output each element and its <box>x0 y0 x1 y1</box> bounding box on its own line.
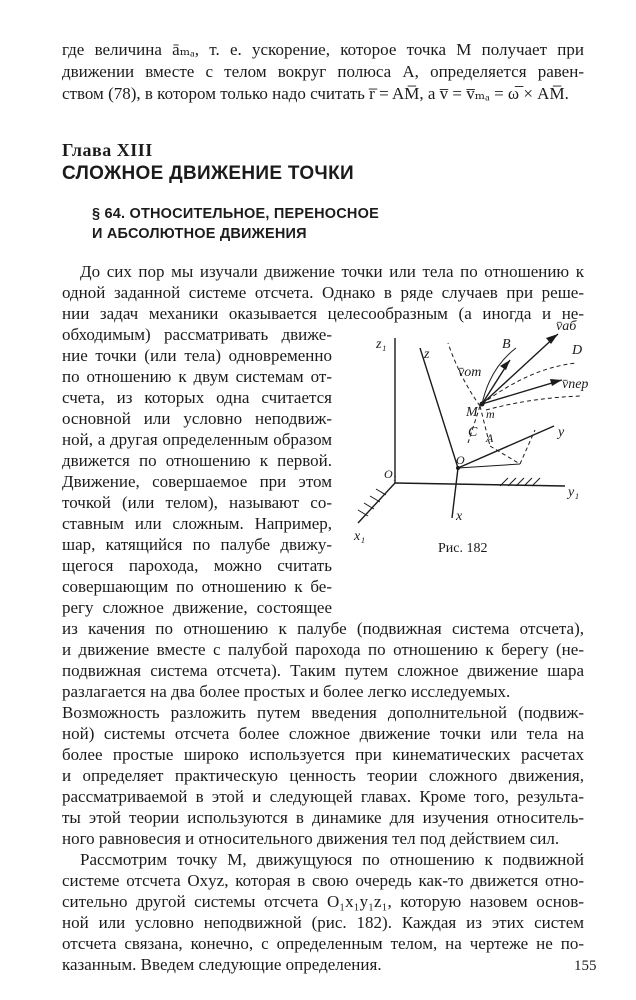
chapter-label: Глава XIII <box>62 140 153 160</box>
text-line: и определяет практическую ценность теории сложного движения, <box>62 766 584 785</box>
label-z1: z₁ <box>376 337 387 352</box>
text-line: Движение, совершаемое при этом <box>62 472 332 491</box>
text-line: Рассмотрим точку M, движущуюся по отношению к подвижной <box>80 850 584 869</box>
label-m-small: m <box>486 407 495 421</box>
text-line: и движение вместе с палубой парохода по отношению к берегу (не- <box>62 640 584 659</box>
label-d: D <box>572 343 583 358</box>
text-line: ством (78), в котором только надо считать r̅ = AM̅, а v̅ = v̅ₘₐ = ω̅ × AM̅. <box>62 84 569 103</box>
label-m-point: M <box>466 405 478 420</box>
label-y: y <box>558 425 565 440</box>
chapter-title: СЛОЖНОЕ ДВИЖЕНИЕ ТОЧКИ <box>62 163 354 184</box>
axis-z <box>420 348 458 468</box>
text-line: щегося парохода, можно считать <box>62 556 332 575</box>
text-line: счета, из которых одна считается <box>62 388 332 407</box>
text-line: отсчета связана, конечно, с определенным телом, на чертеже не по- <box>62 934 584 953</box>
text-line: рассматриваемой в этой и следующей главах. Кроме того, результа- <box>62 787 584 806</box>
text-line: одной заданной системе отсчета. Однако в ряде случаев при реше- <box>62 283 584 302</box>
text-line: ставным или сложным. Например, <box>62 514 332 533</box>
text-line: движется по отношению к первой. <box>62 451 332 470</box>
label-vot: v̄от <box>458 365 482 380</box>
text-line: ты этой теории используются в динамике для изучения относитель- <box>62 808 584 827</box>
figure-182 <box>340 318 602 568</box>
text-line: более простые широко используется при кинематических расчетах <box>62 745 584 764</box>
text-line: обходимым) рассматривать движе- <box>62 325 332 344</box>
label-vab: v̄аб <box>556 319 577 334</box>
label-x: x <box>456 509 463 524</box>
label-b: B <box>502 337 511 352</box>
text-line: ной) системы отсчета более сложное движение точки или тела на <box>62 724 584 743</box>
text-line: ние точки (или тела) одновременно <box>62 346 332 365</box>
text-line: подвижная система отсчета). Таким путем сложное движение шара <box>62 661 584 680</box>
text-line: движении вместе с телом вокруг полюса A, определяется равен- <box>62 62 584 81</box>
label-y1: y₁ <box>568 485 580 500</box>
section-title: § 64. ОТНОСИТЕЛЬНОЕ, ПЕРЕНОСНОЕ <box>92 206 379 222</box>
text-line: ной, а другая определенным образом <box>62 430 332 449</box>
axis-y1 <box>395 483 565 486</box>
label-o1: O₁ <box>384 467 397 481</box>
text-line: Возможность разложить путем введения дополнительной (подвиж- <box>62 703 584 722</box>
text-line: ной или условно неподвижной (рис. 182). Каждая из этих систем <box>62 913 584 932</box>
text-line: точкой (или телом), называют со- <box>62 493 332 512</box>
text-line: системе отсчета Oxyz, которая в свою очередь как-то движется отно- <box>62 871 584 890</box>
figure-caption: Рис. 182 <box>438 541 488 556</box>
text-line: нии задач механики оказывается целесообразным (а иногда и не- <box>62 304 584 323</box>
section-title-cont: И АБСОЛЮТНОЕ ДВИЖЕНИЯ <box>92 226 307 242</box>
label-x1: x₁ <box>354 529 366 544</box>
text-line: До сих пор мы изучали движение точки или тела по отношению к <box>80 262 584 281</box>
text-line: шар, катящийся по палубе движу- <box>62 535 332 554</box>
text-line: совершающим по отношению к бе- <box>62 577 332 596</box>
text-line: разлагается на два более простых и более легко исследуемых. <box>62 682 511 701</box>
text-line: где величина āₘₐ, т. е. ускорение, которое точка M получает при <box>62 40 584 59</box>
label-z: z <box>424 347 430 362</box>
label-vper: v̄пер <box>562 377 589 392</box>
text-line: ного равновесия и относительного движения тел под действием сил. <box>62 829 560 848</box>
label-c: C <box>468 425 478 440</box>
text-line: из качения по отношению к палубе (подвижная система отсчета), <box>62 619 584 638</box>
text-line: основной или условно неподвиж- <box>62 409 332 428</box>
label-a: A <box>486 431 494 445</box>
label-o: O <box>456 453 465 467</box>
text-line: регу сложное движение, состоящее <box>62 598 332 617</box>
text-line: казанным. Введем следующие определения. <box>62 955 382 974</box>
text-line: сительно другой системы отсчета O₁x₁y₁z₁, которую назовем основ- <box>62 892 584 911</box>
page-number: 155 <box>574 958 597 974</box>
text-line: по отношению к двум системам от- <box>62 367 332 386</box>
